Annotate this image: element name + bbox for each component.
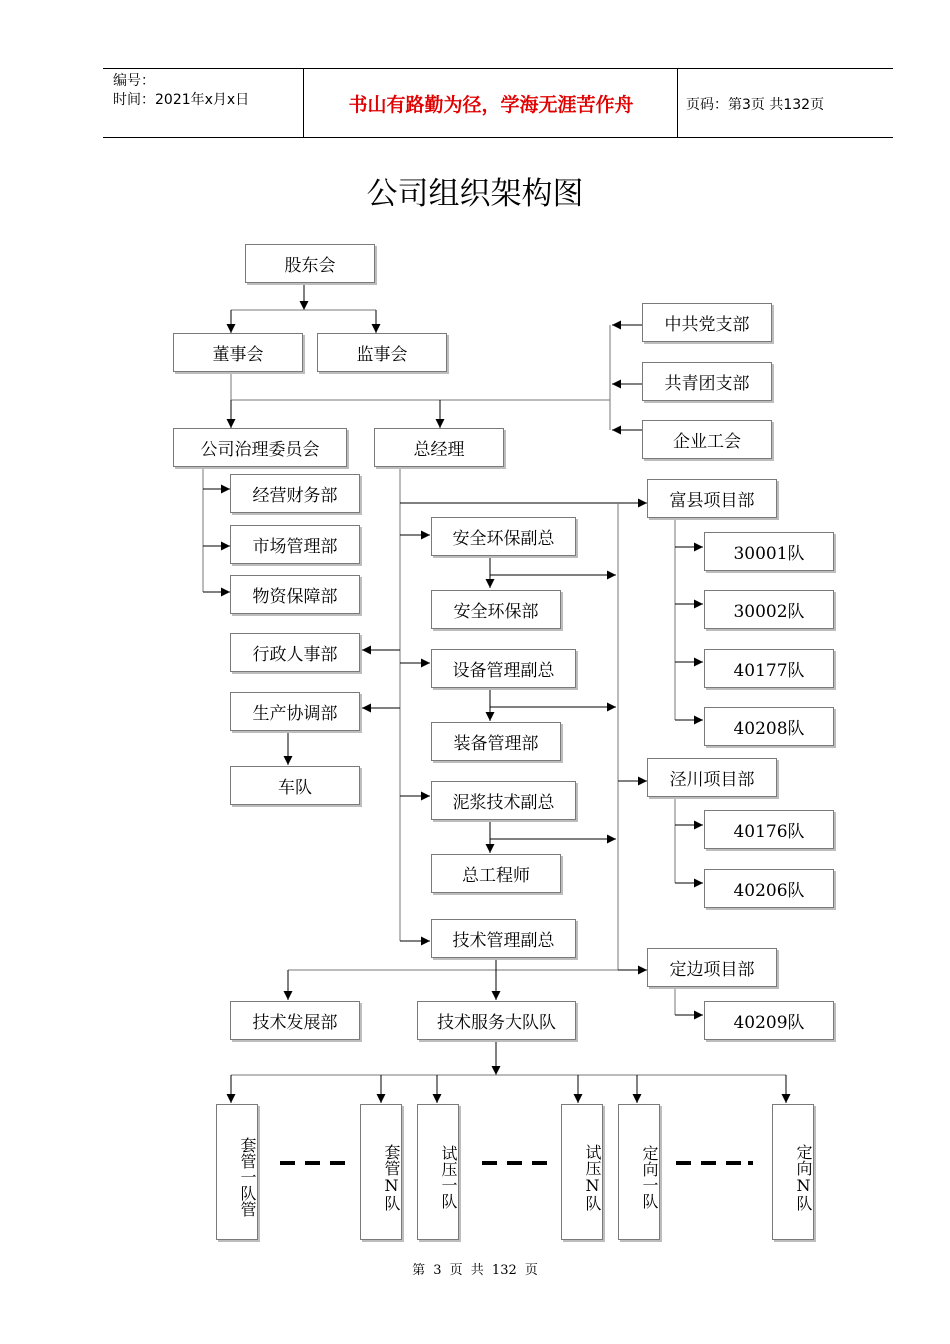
node-pressure-team-1: 试压一队 <box>417 1104 459 1240</box>
node-safety-dept: 安全环保部 <box>431 590 561 629</box>
node-directional-team-n: 定向N队 <box>772 1104 814 1240</box>
node-production: 生产协调部 <box>230 692 360 731</box>
node-party-branch: 中共党支部 <box>642 303 772 342</box>
node-union: 企业工会 <box>642 420 772 459</box>
header-motto: 书山有路勤为径，学海无涯苦作舟 <box>348 93 634 116</box>
node-governance: 公司治理委员会 <box>173 428 347 467</box>
node-jingchuan-project: 泾川项目部 <box>647 758 777 797</box>
node-market: 市场管理部 <box>230 525 360 564</box>
node-mud-vp: 泥浆技术副总 <box>431 781 576 820</box>
node-biz-finance: 经营财务部 <box>230 474 360 513</box>
node-directional-team-1: 定向一队 <box>618 1104 660 1240</box>
node-team-30002: 30002队 <box>704 590 834 629</box>
node-team-40208: 40208队 <box>704 707 834 746</box>
page-footer: 第 3 页 共 132 页 <box>412 1263 538 1278</box>
node-fleet: 车队 <box>230 766 360 805</box>
node-tech-vp: 技术管理副总 <box>431 919 576 958</box>
node-team-40177: 40177队 <box>704 649 834 688</box>
node-equip-dept: 装备管理部 <box>431 722 561 761</box>
node-casing-team-n: 套管N队 <box>360 1104 402 1240</box>
node-fuxian-project: 富县项目部 <box>647 479 777 518</box>
node-tech-service: 技术服务大队队 <box>417 1001 576 1040</box>
node-supplies: 物资保障部 <box>230 575 360 614</box>
page-title: 公司组织架构图 <box>366 176 584 212</box>
node-board: 董事会 <box>173 333 303 372</box>
time-label: 时间：2021年x月x日 <box>113 92 250 108</box>
node-team-40176: 40176队 <box>704 810 834 849</box>
node-casing-team-1: 套管一队管 <box>216 1104 258 1240</box>
node-dingbian-project: 定边项目部 <box>647 948 777 987</box>
node-gm: 总经理 <box>374 428 504 467</box>
node-admin-hr: 行政人事部 <box>230 633 360 672</box>
node-youth-branch: 共青团支部 <box>642 362 772 401</box>
node-shareholders: 股东会 <box>245 244 375 283</box>
code-label: 编号： <box>113 73 155 89</box>
node-chief-engineer: 总工程师 <box>431 854 561 893</box>
node-team-30001: 30001队 <box>704 532 834 571</box>
node-team-40209: 40209队 <box>704 1001 834 1040</box>
page-info: 页码：第3页 共132页 <box>686 97 825 113</box>
node-team-40206: 40206队 <box>704 869 834 908</box>
node-tech-dev: 技术发展部 <box>230 1001 360 1040</box>
node-safety-vp: 安全环保副总 <box>431 517 576 556</box>
node-pressure-team-n: 试压N队 <box>561 1104 603 1240</box>
node-supervisors: 监事会 <box>317 333 447 372</box>
node-equip-vp: 设备管理副总 <box>431 649 576 688</box>
